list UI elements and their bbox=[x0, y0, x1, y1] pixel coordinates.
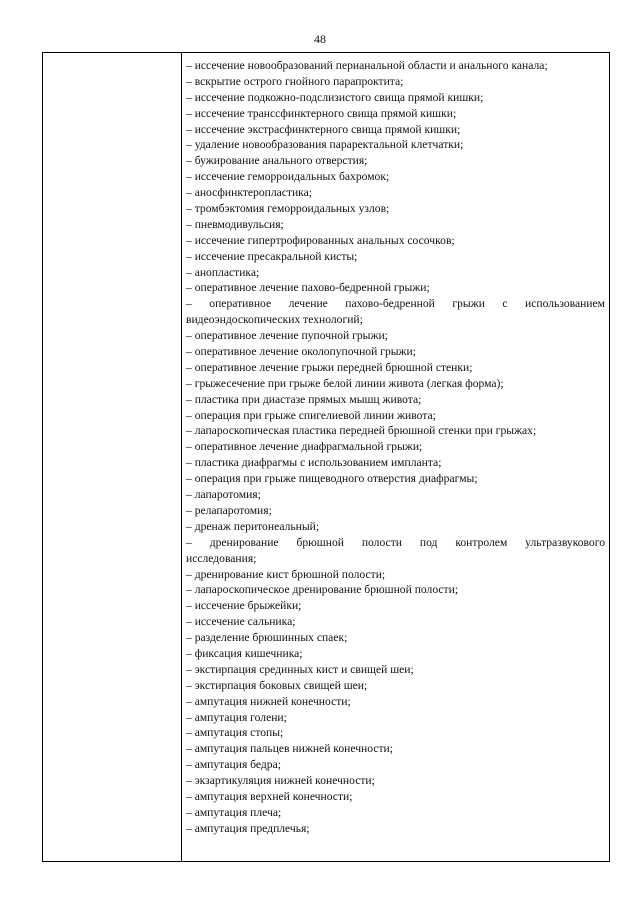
list-item: – иссечение геморроидальных бахромок; bbox=[186, 170, 390, 184]
list-item: – лапароскопическая пластика передней брюшной стенки при грыжах; bbox=[186, 424, 537, 438]
list-item: – удаление новообразования параректальной клетчатки; bbox=[186, 138, 464, 152]
list-item: – тромбэктомия геморроидальных узлов; bbox=[186, 202, 390, 216]
list-item: – ампутация голени; bbox=[186, 710, 287, 724]
list-item: – операция при грыже спигелиевой линии живота; bbox=[186, 408, 436, 422]
list-item: – анопластика; bbox=[186, 265, 260, 279]
list-item: – иссечение транссфинктерного свища прямой кишки; bbox=[186, 106, 457, 120]
table-left-column bbox=[43, 53, 182, 861]
list-item: – иссечение подкожно-подслизистого свища прямой кишки; bbox=[186, 90, 484, 104]
list-item: – дренирование кист брюшной полости; bbox=[186, 567, 386, 581]
list-item: – пластика при диастазе прямых мышц живота; bbox=[186, 392, 422, 406]
list-item: – иссечение пресакральной кисты; bbox=[186, 249, 358, 263]
list-item: – пневмодивульсия; bbox=[186, 217, 284, 231]
list-item: – экстирпация боковых свищей шеи; bbox=[186, 678, 368, 692]
list-item: – иссечение брыжейки; bbox=[186, 599, 302, 613]
list-item: – ампутация бедра; bbox=[186, 758, 281, 772]
list-item: – разделение брюшинных спаек; bbox=[186, 631, 348, 645]
list-item: – ампутация нижней конечности; bbox=[186, 694, 351, 708]
list-item: – грыжесечение при грыже белой линии живота (легкая форма); bbox=[186, 376, 504, 390]
list-item: – ампутация верхней конечности; bbox=[186, 789, 353, 803]
procedures-table bbox=[42, 52, 610, 862]
list-item: – дренаж перитонеальный; bbox=[186, 519, 320, 533]
list-item: – пластика диафрагмы с использованием импланта; bbox=[186, 456, 442, 470]
list-item: – иссечение гипертрофированных анальных сосочков; bbox=[186, 233, 455, 247]
list-item: – экстирпация срединных кист и свищей шеи; bbox=[186, 662, 414, 676]
list-item: – оперативное лечение околопупочной грыжи; bbox=[186, 345, 416, 359]
procedures-list bbox=[182, 53, 609, 861]
list-item: – ампутация предплечья; bbox=[186, 821, 310, 835]
list-item: – операция при грыже пищеводного отверстия диафрагмы; bbox=[186, 472, 478, 486]
list-item: – иссечение сальника; bbox=[186, 615, 296, 629]
list-item: – ампутация плеча; bbox=[186, 805, 282, 819]
list-item: – оперативное лечение пахово-бедренной грыжи с использованием bbox=[186, 297, 605, 311]
list-item: – релапаротомия; bbox=[186, 503, 272, 517]
list-item: – вскрытие острого гнойного парапроктита; bbox=[186, 74, 404, 88]
list-item: – бужирование анального отверстия; bbox=[186, 154, 368, 168]
list-item: – иссечение новообразований перианальной области и анального канала; bbox=[186, 59, 548, 72]
list-item: исследования; bbox=[186, 551, 257, 565]
list-item: – оперативное лечение диафрагмальной грыжи; bbox=[186, 440, 423, 454]
list-item: – лапаротомия; bbox=[186, 488, 261, 502]
list-item: – оперативное лечение грыжи передней брюшной стенки; bbox=[186, 360, 473, 374]
list-item: – фиксация кишечника; bbox=[186, 646, 303, 660]
list-item: – ампутация стопы; bbox=[186, 726, 284, 740]
list-item: – аносфинктеропластика; bbox=[186, 186, 313, 200]
list-item: – оперативное лечение пупочной грыжи; bbox=[186, 329, 388, 343]
list-item: – ампутация пальцев нижней конечности; bbox=[186, 742, 393, 756]
list-item: видеоэндоскопических технологий; bbox=[186, 313, 363, 327]
list-item: – лапароскопическое дренирование брюшной полости; bbox=[186, 583, 459, 597]
list-item: – дренирование брюшной полости под контролем ультразвукового bbox=[186, 535, 605, 549]
list-item: – оперативное лечение пахово-бедренной грыжи; bbox=[186, 281, 430, 295]
page-number: 48 bbox=[314, 32, 326, 46]
list-item: – экзартикуляция нижней конечности; bbox=[186, 774, 375, 788]
list-item: – иссечение экстрасфинктерного свища прямой кишки; bbox=[186, 122, 461, 136]
